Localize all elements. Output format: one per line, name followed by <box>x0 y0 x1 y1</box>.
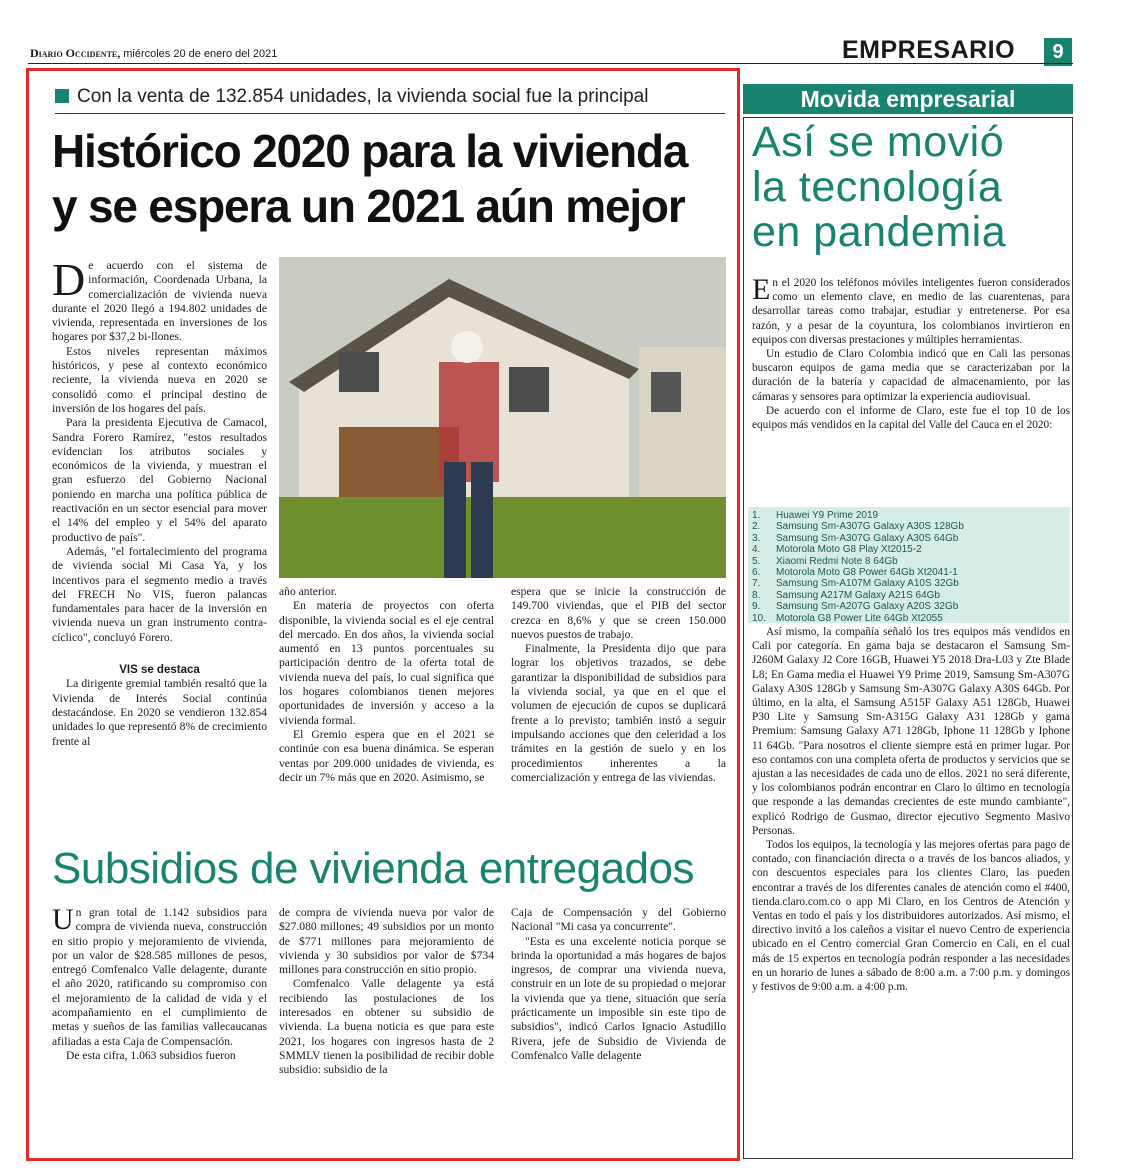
main-col1-p3: Para la presidenta Ejecutiva de Camacol, Sandra Forero Ramírez, "estos resultados evidencian los atributos sociales y económicos de la vivienda, y muestran el gran esfuerzo del Gobierno Nacional poniendo en marcha una política pública de reactivación en un sector esencial para mover el 14% del empleo y el 54% del aparato productivo de país". <box>52 416 267 544</box>
top10-item <box>752 613 1066 624</box>
top10-item <box>752 567 1066 578</box>
main-col3-p2: Finalmente, la Presidenta dijo que para lograr los objetivos trazados, se debe garantizar la disponibilidad de subsidios para la vivienda social, ya que en el que el volumen de ejecución de cupos se duplicará frente a lo previsto; también instó a seguir impulsando acciones que den celeridad a los trámites en la gestión de suelo y en los procedimientos inherentes a la comercialización y entrega de las viviendas. <box>511 642 726 784</box>
house-illustration <box>279 257 726 578</box>
main-dropcap: D <box>52 254 86 305</box>
masthead-rule <box>28 63 1073 64</box>
main-column-2 <box>279 585 494 785</box>
sidebar-title <box>752 120 1070 255</box>
headline-line-1: Histórico 2020 para la vivienda <box>52 125 688 177</box>
top10-item-number: 10. <box>752 612 766 624</box>
main-column-1 <box>52 254 267 749</box>
top10-item-label: Samsung Sm-A207G Galaxy A20S 32Gb <box>776 601 959 613</box>
kicker-square-icon <box>55 89 69 103</box>
sidebar-p3: De acuerdo con el informe de Claro, este fue el top 10 de los equipos más vendidos en la capital del Valle del Cauca en el 2020: <box>752 404 1070 432</box>
main-col1-p2: Estos niveles representan máximos históricos, y pese al contexto económico reciente, la vivienda nueva en 2020 se consolidó como el principal destino de inversión de los hogares del país. <box>52 344 267 415</box>
top10-item-number: 9. <box>752 601 761 613</box>
subsidios-col2-p2: Comfenalco Valle delagente ya está recibiendo las postulaciones de los interesados en obtener su subsidio de vivienda. La buena noticia es que para este 2021, los hogares con ingresos hasta de 2 SMMLV tienen la posibilidad de recibir doble subsidio: subsidio de la <box>279 977 494 1077</box>
main-column-3 <box>511 585 726 785</box>
subsidios-col3-p2: "Esta es una excelente noticia porque se brinda la oportunidad a más hogares de bajos ingresos, de comprar una vivienda nueva, construir en un lote de su propiedad o mejorar la vivienda que ya tiene, situación que sería prácticamente un imposible sin este tipo de subsidios", indicó Carlos Ignacio Astudillo Rivera, jefe de Subsidio de Vivienda de Comfenalco Valle delagente <box>511 934 726 1062</box>
top10-item-number: 7. <box>752 578 761 590</box>
top10-item-label: Motorola G8 Power Lite 64Gb Xt2055 <box>776 612 943 624</box>
top10-list <box>748 507 1070 623</box>
paper-name: Diario Occidente, <box>30 46 121 60</box>
top10-item-number: 4. <box>752 544 761 556</box>
top10-item-label: Samsung A217M Galaxy A21S 64Gb <box>776 589 940 601</box>
top10-item-label: Samsung Sm-A307G Galaxy A30S 128Gb <box>776 521 964 533</box>
subsidios-title: Subsidios de vivienda entregados <box>52 844 695 893</box>
sidebar-title-line-1: Así se movió <box>752 118 1005 166</box>
top10-item-number: 5. <box>752 555 761 567</box>
headline <box>52 124 732 234</box>
sidebar-title-line-2: la tecnología <box>752 163 1003 211</box>
sidebar-p1: n el 2020 los teléfonos móviles inteligentes fueron considerados como un elemento clave, en medio de las cuarentenas, para desarrollar tareas como trabajar, estudiar y entretenerse. Por esa razón, y a pesar de la coyuntura, los colombianos invirtieron en equipos con diversas prestaciones y múltiples herramientas. <box>752 277 1070 346</box>
sidebar-title-line-3: en pandemia <box>752 208 1007 256</box>
sidebar-dropcap: E <box>752 273 771 306</box>
masthead-date: miércoles 20 de enero del 2021 <box>123 48 278 60</box>
kicker-rule <box>55 113 725 114</box>
sidebar-section-bar: Movida empresarial <box>743 84 1073 114</box>
top10-item-number: 8. <box>752 589 761 601</box>
sidebar-p5: Todos los equipos, la tecnología y las mejores ofertas para pago de contado, con financiación directa o a través de los bancos aliados, y con descuentos especiales para los clientes Claro, las pueden encontrar a través de los diferentes canales de atención como el #400, tienda.claro.com.co o app Mi Claro, en los Centros de Atención y Ventas en todo el país y los distribuidores autorizados. Así mismo, el directivo invitó a los caleños a visitar el nuevo Centro de experiencia ubicado en el Centro comercial Gran Comercio en Cali, en el cual más de 15 expertos en tecnología podrán responder a las necesidades en un horario de lunes a sábado de 8:00 a.m. a 7:00 p.m. y domingos y festivos de 9:00 a.m. a 4:00 p.m. <box>752 839 1070 994</box>
masthead-paper-name <box>30 46 277 61</box>
subsidios-col1-p2: De esta cifra, 1.063 subsidios fueron <box>66 1048 236 1062</box>
top10-item-label: Motorola Moto G8 Play Xt2015-2 <box>776 544 922 556</box>
sidebar-intro <box>752 273 1070 432</box>
top10-item-number: 3. <box>752 532 761 544</box>
top10-item-label: Samsung Sm-A307G Galaxy A30S 64Gb <box>776 532 959 544</box>
top10-item <box>752 510 1066 521</box>
subsidios-col3-p1: Caja de Compensación y del Gobierno Nacional "Mi casa ya concurrente". <box>511 906 726 934</box>
top10-item-number: 1. <box>752 510 761 521</box>
main-subhead: VIS se destaca <box>119 664 200 677</box>
top10-item <box>752 601 1066 612</box>
main-col1-p5: La dirigente gremial también resaltó que la Vivienda de Interés Social continúa destacándose. En 2020 se vendieron 132.854 unidades lo que representó 8% de crecimiento frente al <box>52 677 267 748</box>
subsidios-column-1 <box>52 903 267 1063</box>
top10-item-label: Samsung Sm-A107M Galaxy A10S 32Gb <box>776 578 959 590</box>
top10-item-label: Huawei Y9 Prime 2019 <box>776 510 879 521</box>
top10-item <box>752 521 1066 532</box>
sidebar-body <box>752 625 1070 994</box>
kicker-text: Con la venta de 132.854 unidades, la vivienda social fue la principal <box>77 86 649 107</box>
top10-item <box>752 556 1066 567</box>
subsidios-column-3 <box>511 906 726 1063</box>
kicker <box>55 86 648 108</box>
page-number: 9 <box>1044 38 1072 66</box>
main-col2-p3: El Gremio espera que en el 2021 se continúe con esa buena dinámica. Se esperan ventas por 209.000 unidades de vivienda, es decir un 7% más que en 2020. Asimismo, se <box>279 727 494 784</box>
main-col2-p2: En materia de proyectos con oferta disponible, la vivienda social es el eje central del mercado. En dos años, la vivienda social aumentó en 13 puntos porcentuales su participación dentro de la oferta total de vivienda nueva del país, lo cual significa que los hogares colombianos tienen mejores oportunidades de inversión y acceso a la vivienda formal. <box>279 599 494 727</box>
main-col2-p1: año anterior. <box>279 585 337 598</box>
subsidios-col1-p1: n gran total de 1.142 subsidios para compra de vivienda nueva, construcción en sitio propio y mejoramiento de vivienda, por un valor de $28.585 millones de pesos, entregó Comfenalco Valle delagente, durante el año 2020, ratificando su compromiso con el mejoramiento de la calidad de vida y el acompañamiento en el cumplimiento de metas y sueños de las familias vallecaucanas afiliadas a esta Caja de Compensación. <box>52 906 267 1048</box>
subsidios-column-2 <box>279 906 494 1078</box>
top10-item <box>752 578 1066 589</box>
main-col3-p1: espera que se inicie la construcción de 149.700 viviendas, que el PIB del sector crezca en 8,6% y que se creen 150.000 nuevos puestos de trabajo. <box>511 585 726 641</box>
sidebar-p4: Así mismo, la compañía señaló los tres equipos más vendidos en Cali por categoría. En gama baja se destacaron el Samsung Sm-J260M Galaxy J2 Core 16GB, Huawei Y5 2018 Dra-L03 y Zte Blade L8; En Gama media el Huawei Y9 Prime 2019, Samsung Sm-A307G Galaxy A30S 128Gb y Samsung Sm-A307G Galaxy A30S 64Gb. Por último, en la alta, el Samsung A515F Galaxy A51 128Gb, Huawei P30 Lite y Samsung Sm-A315G Galaxy A31 128Gb y gama Premium: Samsung Galaxy A71 128Gb, Iphone 11 128Gb y Iphone 11 64Gb. "Para nosotros el cliente siempre está en primer lugar. Por eso contamos con una completa oferta de productos y servicios que se ajustan a las necesidades de cada uno de ellos. 2021 no será diferente, y los colombianos podrán encontrar en Claro lo último en tecnología que responde a las demandas crecientes de este mundo cambiante", explicó Rodrigo de Gusmao, director ejecutivo Segmento Masivo Personas. <box>752 626 1070 837</box>
top10-items <box>752 510 1066 624</box>
sidebar-p2: Un estudio de Claro Colombia indicó que en Cali las personas buscaron equipos de gama media que se caracterizaban por la duración de la batería y capacidad de almacenamiento, por las cámaras y sensores para optimizar la experiencia audiovisual. <box>752 348 1070 403</box>
main-col1-p4: Además, "el fortalecimiento del programa de vivienda social Mi Casa Ya, y los incentivos para el segmento medio a través del FRECH No VIS, fueron palancas fundamentales para hacer de la inversión en vivienda nueva un gran instrumento contra-cíclico", concluyó Forero. <box>52 544 267 644</box>
main-col1-p1: e acuerdo con el sistema de información, Coordenada Urbana, la comercialización de vivienda nueva durante el 2020 llegó a 194.802 unidades de vivienda, representada en inversiones de los hogares por $37,2 bi-llones. <box>52 259 267 344</box>
headline-line-2: y se espera un 2021 aún mejor <box>52 180 685 232</box>
house-photo <box>279 257 726 578</box>
subsidios-col2-p1: de compra de vivienda nueva por valor de $27.080 millones; 49 subsidios por un monto de $771 millones para mejoramiento de vivienda y 30 subsidios por valor de $734 millones para construcción en sitio propio. <box>279 906 494 977</box>
top10-item-label: Motorola Moto G8 Power 64Gb Xt2041-1 <box>776 567 958 579</box>
subsidios-dropcap: U <box>52 903 74 936</box>
section-name: EMPRESARIO <box>842 36 1016 64</box>
top10-item-number: 2. <box>752 521 761 533</box>
top10-item <box>752 544 1066 555</box>
top10-item-label: Xiaomi Redmi Note 8 64Gb <box>776 555 898 567</box>
top10-item <box>752 533 1066 544</box>
top10-item-number: 6. <box>752 567 761 579</box>
top10-item <box>752 590 1066 601</box>
